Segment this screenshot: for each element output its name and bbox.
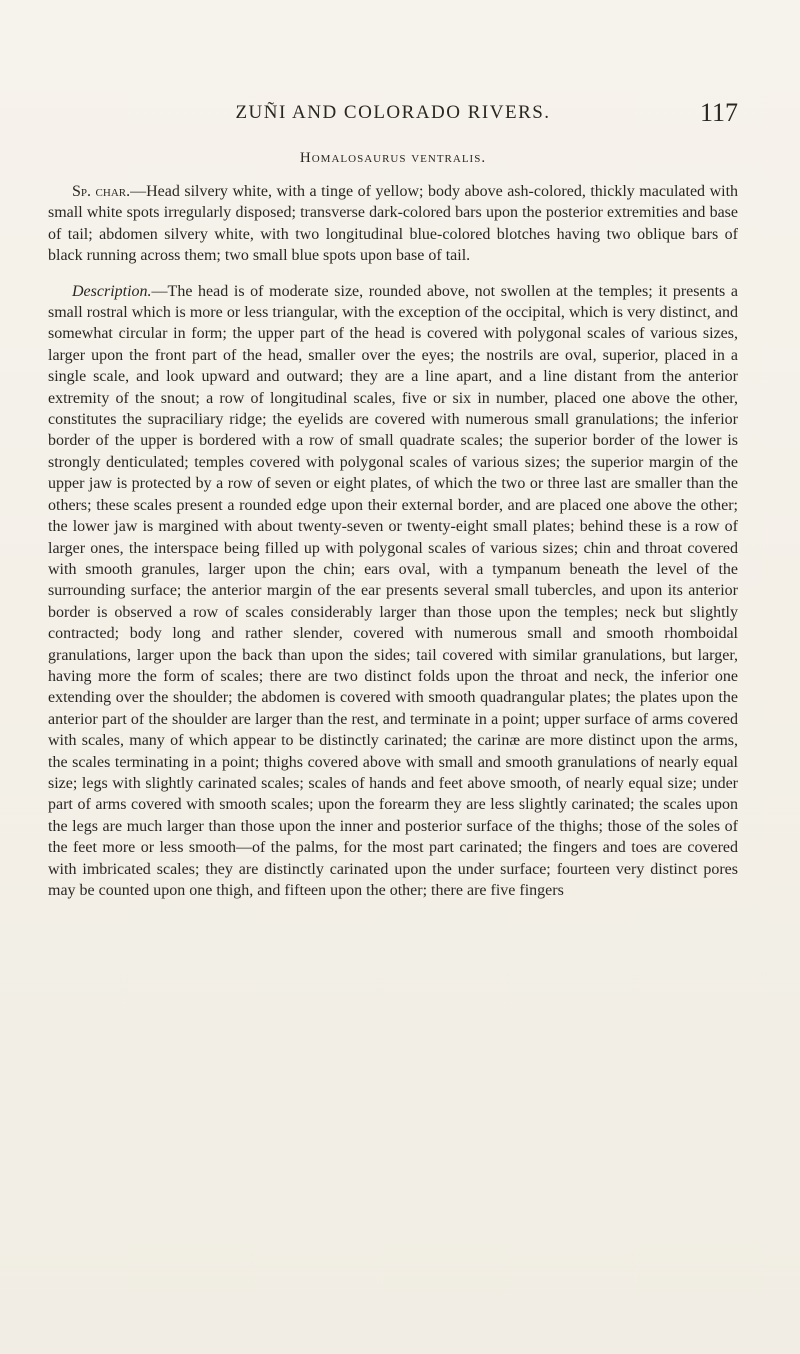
description-paragraph	[48, 281, 738, 902]
article-body	[48, 150, 738, 901]
specific-characters-label: Sp. char.	[72, 183, 131, 200]
specific-characters-text: —Head silvery white, with a tinge of yellow; body above ash-colored, thickly maculated with small white spots irregularly disposed; transverse dark-colored bars upon the posterior extremities and base of tail; abdomen silvery white, with two longitudinal blue-colored blotches having two oblique bars of black running across them; two small blue spots upon base of tail.	[48, 183, 739, 265]
running-title: ZUÑI AND COLORADO RIVERS.	[235, 102, 551, 123]
running-head	[48, 98, 738, 128]
specific-characters-paragraph	[48, 181, 738, 267]
species-heading: Homalosaurus ventralis.	[299, 150, 487, 166]
description-text: —The head is of moderate size, rounded above, not swollen at the temples; it presents a small rostral which is more or less triangular, with the exception of the occipital, which is very distinct, and somewhat circular in form; the upper part of the head is covered with polygonal scales of various sizes, larger upon the front part of the head, smaller over the eyes; the nostrils are oval, superior, placed in a single scale, and look upward and outward; they are a line apart, and a line distant from the anterior extremity of the snout; a row of longitudinal scales, five or six in number, placed one above the other, constitutes the supraciliary ridge; the eyelids are covered with numerous small granulations; the inferior border of the upper is bordered with a row of small quadrate scales; the superior border of the lower is strongly denticulated; temples covered with polygonal scales of various sizes; the superior margin of the upper jaw is protected by a row of seven or eight plates, of which the two or three last are smaller than the others; these scales present a rounded edge upon their external border, and are placed one above the other; the lower jaw is margined with about twenty-seven or twenty-eight small plates; behind these is a row of larger ones, the interspace being filled up with polygonal scales of various sizes; chin and throat covered with smooth granules, larger upon the chin; ears oval, with a tympanum beneath the level of the surrounding surface; the anterior margin of the ear presents several small tubercles, and upon its anterior border is observed a row of scales considerably larger than those upon the temples; neck but slightly contracted; body long and rather slender, covered with numerous small and smooth rhomboidal granulations, larger upon the back than upon the sides; tail covered with similar granulations, but larger, having more the form of scales; there are two distinct folds upon the throat and neck, the inferior one extending over the shoulder; the abdomen is covered with smooth quadrangular plates; the plates upon the anterior part of the shoulder are larger than the rest, and terminate in a point; upper surface of arms covered with scales, many of which appear to be distinctly carinated; the carinæ are more distinct upon the arms, the scales terminating in a point; thighs covered above with small and smooth granulations of nearly equal size; legs with slightly carinated scales; scales of hands and feet above smooth, of nearly equal size; under part of arms covered with smooth scales; upon the forearm they are less slightly carinated; the scales upon the legs are much larger than those upon the inner and posterior surface of the thighs; those of the soles of the feet more or less smooth—of the palms, for the most part carinated; the fingers and toes are covered with imbricated scales; they are distinctly carinated upon the under surface; fourteen very distinct pores may be counted upon one thigh, and fifteen upon the other; there are five fingers	[48, 282, 738, 899]
page-number: 117	[699, 98, 738, 127]
description-label: Description.	[72, 282, 152, 300]
